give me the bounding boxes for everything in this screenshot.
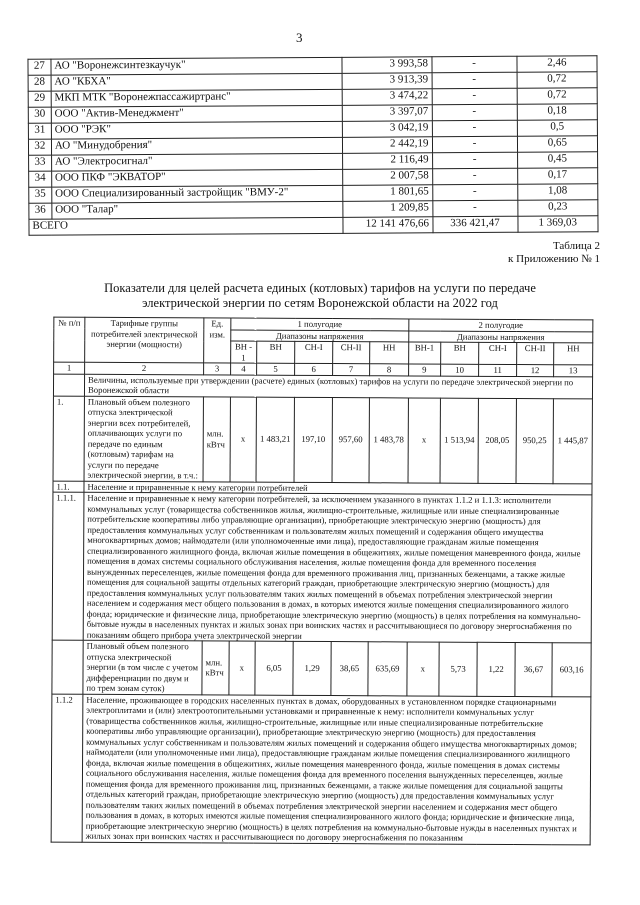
org-name: АО "КБХА" — [51, 73, 342, 91]
org-v2: - — [432, 120, 517, 137]
hdr-half1: 1 полугодие — [231, 318, 409, 330]
org-v2: - — [431, 56, 516, 73]
row-1 — [53, 396, 592, 484]
hdr-colnum: 12 — [516, 365, 553, 377]
org-n: 32 — [28, 139, 51, 155]
organizations-table — [27, 55, 598, 235]
hdr-colnum: 4 — [231, 363, 257, 375]
row11-label: Население и приравненные к нему категории потребителей — [84, 481, 592, 495]
total-v1: 12 141 476,66 — [342, 217, 432, 234]
hdr-colnum: 13 — [554, 365, 593, 377]
org-v3: 0,72 — [517, 72, 597, 88]
org-n: 27 — [28, 59, 51, 75]
value-cell: 38,65 — [331, 642, 369, 696]
hdr-ranges-1: Диапазоны напряжения — [231, 330, 409, 342]
value-cell: 5,73 — [439, 642, 478, 696]
row1-label: Плановый объем полезного отпуска электрической энергии всех потребителей, оплачивающих услуги по передаче по единым (котловым) тарифам на услуги по передаче электрической энергии, в т.ч.: — [84, 396, 203, 482]
hdr-colnum: 3 — [204, 363, 231, 375]
table-appendix: к Приложению № 1 — [508, 253, 600, 265]
value-cell: 1,22 — [477, 642, 515, 696]
value-cell: 1 483,78 — [369, 397, 408, 482]
org-v3: 0,65 — [517, 136, 597, 152]
hdr-half2: 2 полугодие — [409, 319, 593, 331]
org-n: 34 — [29, 171, 52, 187]
table-label — [508, 240, 600, 266]
hdr-colnum: 2 — [85, 362, 204, 374]
org-v3: 1,08 — [517, 184, 597, 200]
org-v2: - — [432, 200, 517, 217]
hdr-level: НН — [554, 343, 593, 365]
total-row — [29, 216, 598, 235]
org-v3: 2,46 — [517, 56, 597, 72]
org-v1: 2 442,19 — [342, 137, 432, 154]
org-v3: 0,23 — [517, 200, 597, 216]
value-cell: 208,05 — [478, 398, 516, 483]
hdr-colnum: 8 — [370, 364, 409, 376]
table-number: Таблица 2 — [552, 240, 600, 252]
hdr-group: Тарифные группы потребителей электрической энергии (мощности) — [85, 317, 204, 363]
hdr-level: ВН - 1 — [231, 341, 257, 363]
org-n: 31 — [28, 123, 51, 139]
hdr-level: СН-II — [332, 342, 369, 364]
row1-unit: млн. кВтч — [203, 396, 230, 481]
org-v3: 0,5 — [517, 120, 597, 136]
row111-no: 1.1.1. — [52, 492, 84, 640]
hdr-colnum: 7 — [332, 364, 369, 376]
org-v3: 0,45 — [517, 152, 597, 168]
hdr-level: НН — [370, 342, 409, 364]
org-n: 30 — [28, 107, 51, 123]
row-111b — [52, 640, 591, 696]
hdr-no: № п/п — [54, 317, 85, 362]
org-v1: 3 397,07 — [342, 105, 432, 122]
row111b-unit: млн. кВтч — [202, 641, 229, 695]
org-n: 28 — [28, 75, 51, 91]
value-cell: х — [229, 641, 255, 695]
org-n: 29 — [28, 91, 51, 107]
org-v3: 0,18 — [517, 104, 597, 120]
row111-text: Население и приравненные к нему категории потребителей, за исключением указанного в пунктах 1.1.2 и 1.1.3: исполнители коммунальных услуг (товарищества собственников жилья, жилищно-строительные, жилищные или иные специализированные потребительские кооперативы либо управляющие организации), приобретающие электрическую энергию (мощность) для предоставления коммунальных услуг собственникам и пользователям жилых помещений и содержания общего имущества многоквартирных домов; наймодатели (или уполномоченные ими лица), предоставляющие гражданам жилые помещения специализированного жилищного фонда, включая жилые помещения в общежитиях, жилые помещения маневренного фонда, жилые помещения в домах системы социального обслуживания населения, жилые помещения фонда для временного поселения вынужденных переселенцев, жилые помещения фонда для временного проживания лиц, признанных беженцами, а также жилые помещения для социальной защиты отдельных категорий граждан, приобретающие электрическую энергию (мощность) для предоставления коммунальных услуг пользователям таких жилых помещений в объемах потребления электрической энергии населением и содержания мест общего пользования в домах, в которых имеются жилые помещения специализированного жилого фонда; юридические и физические лица, приобретающие электрическую энергию (мощность) в целях потребления на коммунально-бытовые нужды в населенных пунктах и жилых зонах при воинских частях и рассчитывающиеся по договору энергоснабжения по показаниям общего прибора учета электрической энергии — [83, 492, 592, 643]
hdr-level: СН-I — [479, 342, 516, 364]
value-cell: 1 513,94 — [440, 398, 479, 483]
org-v2: - — [432, 88, 517, 105]
org-v1: 3 474,22 — [342, 89, 432, 106]
value-cell: 36,67 — [515, 643, 553, 697]
table-heading: Показатели для целей расчета единых (котловых) тарифов на услуги по передаче электрической энергии по сетям Воронежской области на 2022 год — [104, 281, 536, 310]
org-name: АО "Электросигнал" — [51, 153, 342, 171]
page-number: 3 — [296, 30, 303, 45]
org-name: ООО Специализированный застройщик "ВМУ-2" — [52, 185, 343, 203]
value-cell: 635,69 — [368, 642, 407, 696]
org-n: 33 — [29, 155, 52, 171]
org-v2: - — [432, 152, 517, 169]
value-cell: 1 445,87 — [553, 398, 592, 483]
org-name: ООО "Актив-Менеджмент" — [51, 105, 342, 123]
value-cell: 1,29 — [293, 641, 331, 695]
org-name: ООО "Талар" — [52, 201, 343, 219]
org-v3: 0,17 — [517, 168, 597, 184]
tariff-table — [51, 317, 594, 845]
org-v2: - — [432, 168, 517, 185]
org-v2: - — [432, 136, 517, 153]
hdr-colnum: 1 — [54, 362, 85, 374]
hdr-level: СН-I — [295, 341, 332, 363]
org-v2: - — [432, 72, 517, 89]
hdr-colnum: 11 — [479, 364, 516, 376]
org-n: 35 — [29, 187, 52, 203]
value-cell: 6,05 — [255, 641, 294, 695]
value-cell: х — [408, 397, 440, 482]
value-cell: 957,60 — [332, 397, 370, 482]
hdr-level: ВН-1 — [408, 342, 440, 364]
org-name: ООО "РЭК" — [51, 121, 342, 139]
org-name: МКП МТК "Воронежпассажиртранс" — [51, 89, 342, 107]
hdr-colnum: 6 — [295, 363, 332, 375]
value-cell: 950,25 — [516, 398, 554, 483]
row112-no: 1.1.2 — [51, 694, 83, 842]
value-cell: 1 483,21 — [256, 397, 295, 482]
org-v1: 1 801,65 — [342, 185, 432, 202]
section-title: Величины, используемые при утверждении (расчете) единых (котловых) тарифов на услуги по передаче электрической энергии по Воронежской области — [84, 374, 592, 399]
row11-no: 1.1. — [53, 481, 84, 493]
total-label: ВСЕГО — [29, 217, 343, 235]
hdr-unit: Ед. изм. — [204, 318, 231, 363]
org-v1: 3 993,58 — [342, 57, 432, 74]
org-v1: 3 042,19 — [342, 121, 432, 138]
value-cell: х — [230, 397, 256, 482]
org-name: АО "Минудобрения" — [51, 137, 342, 155]
org-v1: 1 209,85 — [342, 201, 432, 218]
org-n: 36 — [29, 203, 52, 219]
org-v1: 2 116,49 — [342, 153, 432, 170]
value-cell: 603,16 — [552, 643, 591, 697]
hdr-level: ВН — [256, 341, 295, 363]
value-cell: х — [407, 642, 439, 696]
hdr-level: ВН — [440, 342, 479, 364]
org-v1: 3 913,39 — [342, 73, 432, 90]
org-v2: - — [432, 104, 517, 121]
hdr-level: СН-II — [516, 343, 553, 365]
row1-no: 1. — [53, 396, 84, 481]
hdr-ranges-2: Диапазоны напряжения — [409, 330, 593, 342]
hdr-colnum: 5 — [256, 363, 295, 375]
org-name: АО "Воронежсинтезкаучук" — [51, 57, 342, 75]
hdr-colnum: 10 — [440, 364, 479, 376]
value-cell: 197,10 — [294, 397, 332, 482]
row111b-label: Плановый объем полезного отпуска электрической энергии (в том числе с учетом дифференциации по двум и по трем зонам суток) — [83, 640, 202, 694]
total-v3: 1 369,03 — [518, 216, 598, 232]
org-v2: - — [432, 184, 517, 201]
total-v2: 336 421,47 — [432, 216, 517, 233]
row112-text: Население, проживающее в городских населенных пунктах в домах, оборудованных в установленном порядке стационарными электроплитами и (или) электроотопительными установками и приравненные к нему: исполнители коммунальных услуг (товарищества собственников жилья, жилищно-строительные, жилищные или иные специализированные потребительские кооперативы либо управляющие организации), приобретающие электрическую энергию (мощность) для предоставления коммунальных услуг собственникам и пользователям жилых помещений и содержания общего имущества многоквартирных домов; наймодатели (или уполномоченные ими лица), предоставляющие гражданам жилые помещения специализированного жилищного фонда, включая жилые помещения в общежитиях, жилые помещения маневренного фонда, жилые помещения в домах системы социального обслуживания населения, жилые помещения фонда для временного поселения вынужденных переселенцев, жилые помещения фонда для временного проживания лиц, признанных беженцами, а также жилые помещения для социальной защиты отдельных категорий граждан, приобретающие электрическую энергию (мощность) для предоставления коммунальных услуг пользователям таких жилых помещений в объемах потребления электрической энергии населением и содержания мест общего пользования в домах, в которых имеются жилые помещения специализированного жилого фонда; юридические и физические лица, приобретающие электрическую энергию (мощность) в целях потребления на коммунально-бытовые нужды в населенных пунктах и жилых зонах при воинских частях и рассчитывающиеся по договору энергоснабжения по показаниям — [82, 694, 591, 845]
org-name: ООО ПКФ "ЭКВАТОР" — [51, 169, 342, 187]
hdr-colnum: 9 — [408, 364, 440, 376]
org-v1: 2 007,58 — [342, 169, 432, 186]
org-v3: 0,72 — [517, 88, 597, 104]
